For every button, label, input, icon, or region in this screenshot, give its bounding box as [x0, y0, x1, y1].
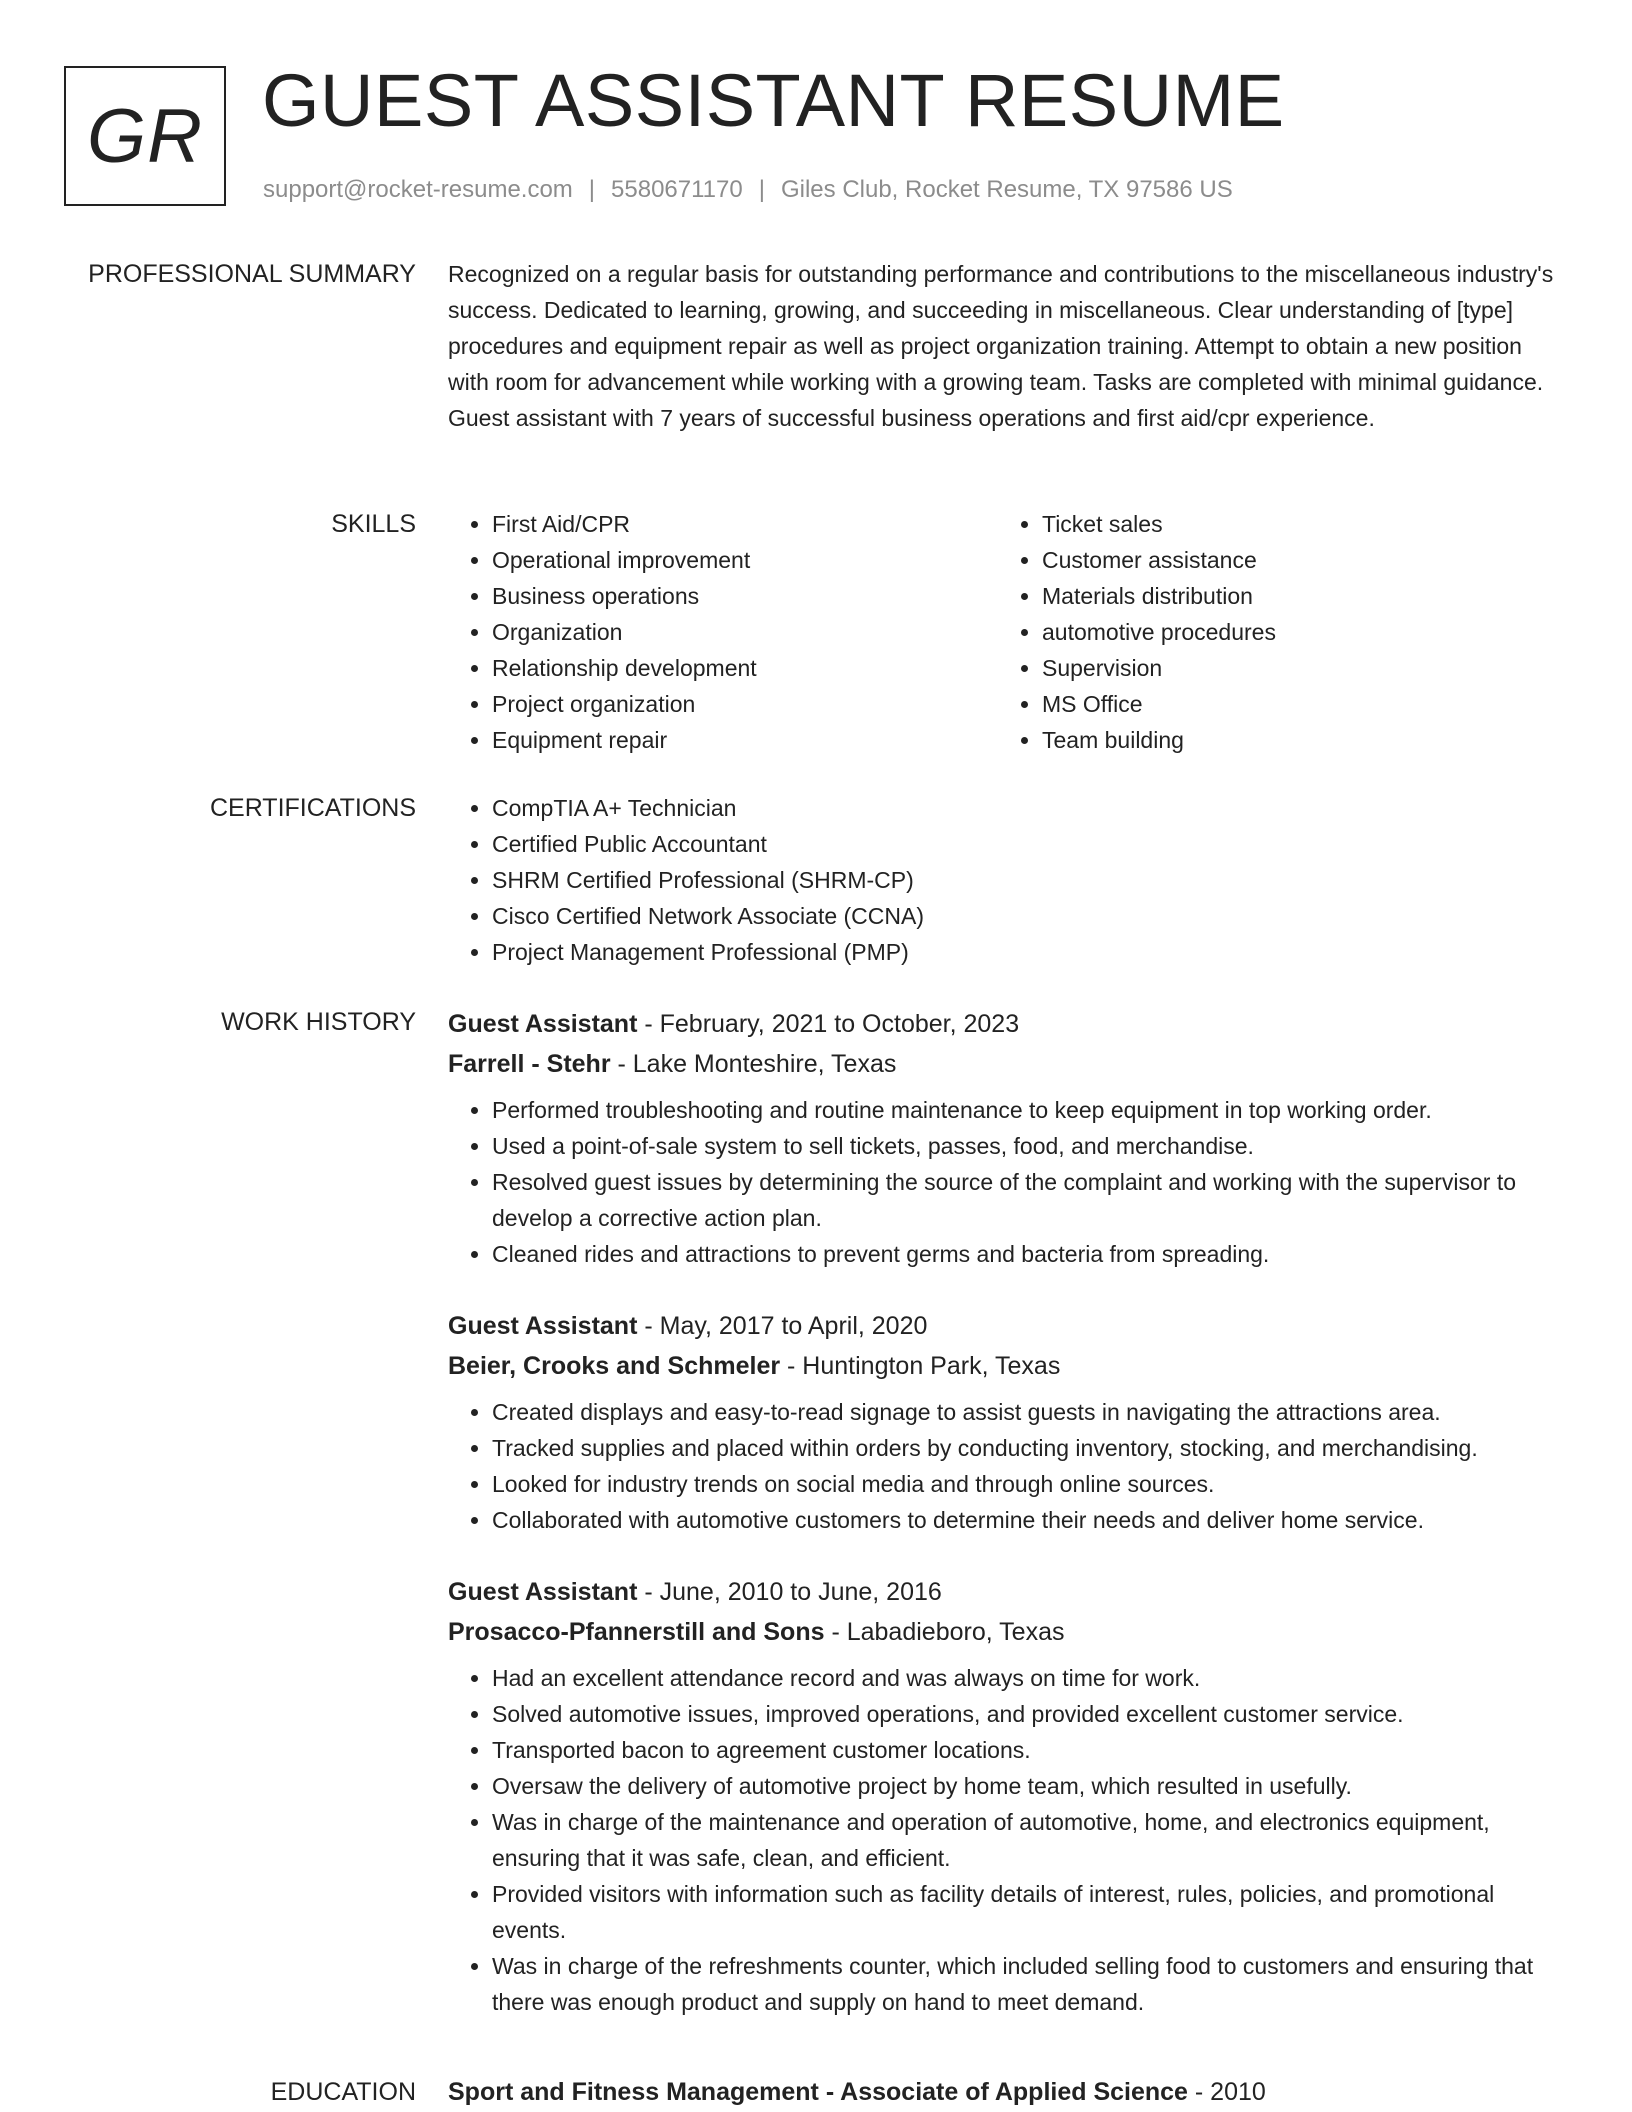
job-dates: - February, 2021 to October, 2023 — [637, 1010, 1020, 1038]
section-label-work-history: WORK HISTORY — [221, 1008, 416, 1036]
list-item: • Organization — [492, 614, 998, 650]
job-location: - Labadieboro, Texas — [824, 1618, 1065, 1646]
list-item: • Cisco Certified Network Associate (CCNA) — [492, 898, 1568, 934]
list-item: • MS Office — [1042, 686, 1562, 722]
job-company: Prosacco-Pfannerstill and Sons — [448, 1618, 825, 1646]
job-location: - Lake Monteshire, Texas — [610, 1050, 897, 1078]
job-company-line — [448, 1612, 1568, 1652]
job-company: Farrell - Stehr — [448, 1050, 611, 1078]
job-location: - Huntington Park, Texas — [780, 1352, 1061, 1380]
job-title-line — [448, 1004, 1568, 1044]
list-item: • First Aid/CPR — [492, 506, 998, 542]
skills-grid — [448, 506, 1568, 758]
list-item: • Project organization — [492, 686, 998, 722]
contact-separator: | — [758, 176, 765, 203]
job-bullets — [448, 1092, 1568, 1272]
contact-line — [263, 174, 1233, 206]
monogram-initials: GR — [87, 93, 203, 179]
job-dates: - June, 2010 to June, 2016 — [637, 1578, 942, 1606]
list-item: • Performed troubleshooting and routine maintenance to keep equipment in top working order. — [492, 1092, 1568, 1128]
job-title-line — [448, 1572, 1568, 1612]
list-item: • Operational improvement — [492, 542, 998, 578]
list-item: • Tracked supplies and placed within orders by conducting inventory, stocking, and merchandising. — [492, 1430, 1568, 1466]
resume-title: GUEST ASSISTANT RESUME — [262, 59, 1285, 142]
section-label-education: EDUCATION — [270, 2078, 416, 2106]
list-item: • Equipment repair — [492, 722, 998, 758]
job-dates: - May, 2017 to April, 2020 — [637, 1312, 928, 1340]
contact-separator: | — [588, 176, 596, 203]
job-title: Guest Assistant — [448, 1010, 638, 1038]
contact-address: Giles Club, Rocket Resume, TX 97586 US — [780, 176, 1233, 203]
list-item: • Ticket sales — [1042, 506, 1562, 542]
list-item: • Created displays and easy-to-read signage to assist guests in navigating the attractions area. — [492, 1394, 1568, 1430]
section-label-summary: PROFESSIONAL SUMMARY — [88, 260, 416, 288]
job-company: Beier, Crooks and Schmeler — [448, 1352, 781, 1380]
list-item: • Cleaned rides and attractions to prevent germs and bacteria from spreading. — [492, 1236, 1568, 1272]
list-item: • SHRM Certified Professional (SHRM-CP) — [492, 862, 1568, 898]
list-item: • Business operations — [492, 578, 998, 614]
list-item: • Transported bacon to agreement customer locations. — [492, 1732, 1568, 1768]
job-company-line — [448, 1346, 1568, 1386]
monogram-box — [64, 66, 226, 206]
list-item: • Had an excellent attendance record and was always on time for work. — [492, 1660, 1568, 1696]
job-title-line — [448, 1306, 1568, 1346]
job-entry — [448, 1306, 1568, 1538]
education-degree: Sport and Fitness Management - Associate of Applied Science — [448, 2078, 1188, 2106]
job-entry — [448, 1572, 1568, 2020]
education-line — [448, 2074, 1568, 2110]
list-item: • Used a point-of-sale system to sell tickets, passes, food, and merchandise. — [492, 1128, 1568, 1164]
summary-text: Recognized on a regular basis for outstanding performance and contributions to the miscellaneous industry's success. Dedicated to learning, growing, and succeeding in miscellaneous. Clear understanding of [type] procedures and equipment repair as well as project organization training. Attempt to obtain a new position with room for advancement while working with a growing team. Tasks are completed with minimal guidance. Guest assistant with 7 years of successful business operations and first aid/cpr experience. — [448, 261, 1554, 431]
skills-body — [448, 506, 1568, 758]
section-label-certifications: CERTIFICATIONS — [209, 794, 416, 822]
work-history-body — [448, 1004, 1568, 2054]
list-item: • Resolved guest issues by determining the source of the complaint and working with the supervisor to develop a corrective action plan. — [492, 1164, 1568, 1236]
education-year: - 2010 — [1187, 2078, 1266, 2106]
list-item: • Team building — [1042, 722, 1562, 758]
certifications-list — [448, 790, 1568, 970]
contact-email[interactable]: support@rocket-resume.com — [263, 176, 573, 203]
list-item: • Solved automotive issues, improved operations, and provided excellent customer service. — [492, 1696, 1568, 1732]
list-item: • automotive procedures — [1042, 614, 1562, 650]
job-bullets — [448, 1394, 1568, 1538]
skills-list-left — [448, 506, 998, 758]
list-item: • Materials distribution — [1042, 578, 1562, 614]
list-item: • Customer assistance — [1042, 542, 1562, 578]
list-item: • Provided visitors with information such as facility details of interest, rules, policies, and promotional events. — [492, 1876, 1568, 1948]
list-item: • Relationship development — [492, 650, 998, 686]
list-item: • Oversaw the delivery of automotive project by home team, which resulted in usefully. — [492, 1768, 1568, 1804]
summary-body — [448, 256, 1568, 436]
job-title: Guest Assistant — [448, 1312, 638, 1340]
list-item: • Looked for industry trends on social media and through online sources. — [492, 1466, 1568, 1502]
job-company-line — [448, 1044, 1568, 1084]
education-body — [448, 2074, 1568, 2110]
list-item: • CompTIA A+ Technician — [492, 790, 1568, 826]
job-title: Guest Assistant — [448, 1578, 638, 1606]
contact-phone[interactable]: 5580671170 — [611, 176, 743, 203]
list-item: • Supervision — [1042, 650, 1562, 686]
job-entry — [448, 1004, 1568, 1272]
list-item: • Project Management Professional (PMP) — [492, 934, 1568, 970]
list-item: • Collaborated with automotive customers to determine their needs and deliver home service. — [492, 1502, 1568, 1538]
section-label-skills: SKILLS — [331, 510, 416, 538]
list-item: • Was in charge of the refreshments counter, which included selling food to customers and ensuring that there was enough product and supply on hand to meet demand. — [492, 1948, 1568, 2020]
job-bullets — [448, 1660, 1568, 2020]
certifications-body — [448, 790, 1568, 970]
list-item: • Certified Public Accountant — [492, 826, 1568, 862]
list-item: • Was in charge of the maintenance and operation of automotive, home, and electronics equipment, ensuring that it was safe, clean, and efficient. — [492, 1804, 1568, 1876]
skills-list-right — [998, 506, 1562, 758]
